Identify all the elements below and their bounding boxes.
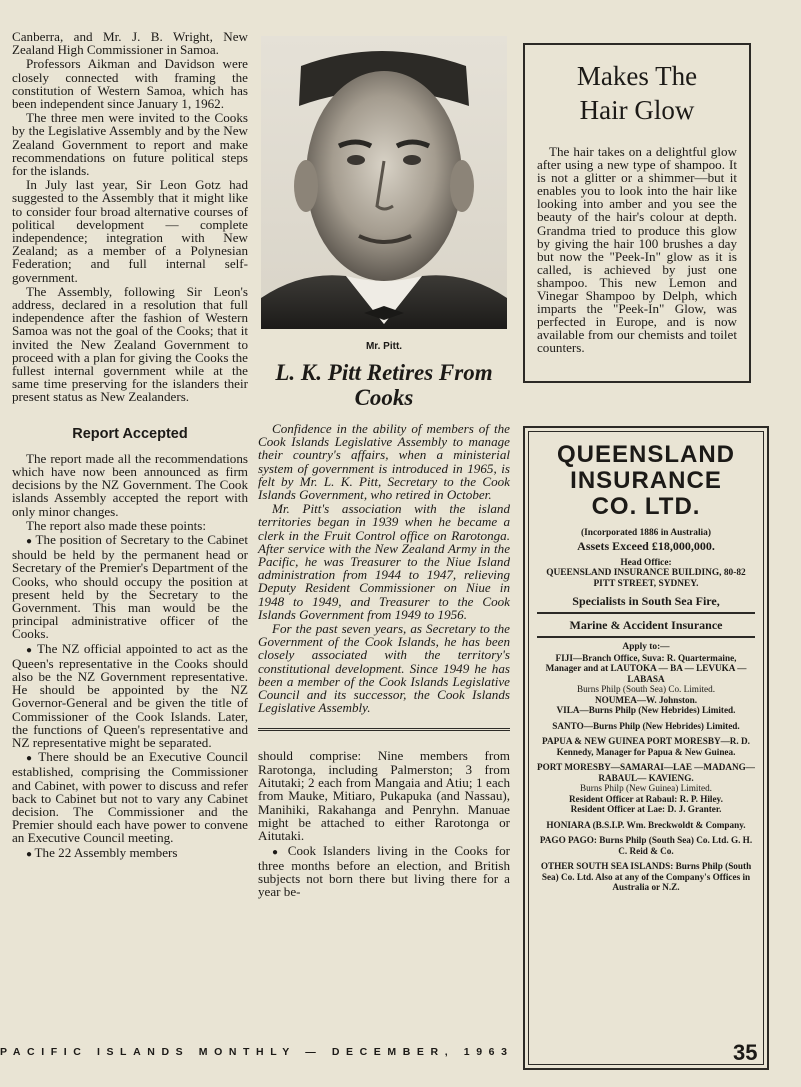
insurance-advertisement [523, 426, 769, 1070]
article-paragraph: The three men were invited to the Cooks by the Legislative Assembly and by the New Zealand Government to report and make recommendations on future political steps for the islands. [12, 110, 248, 179]
hair-glow-title: Makes The Hair Glow [576, 61, 698, 125]
specialists-line: Specialists in South Sea Fire, [572, 594, 720, 609]
portrait-illustration [261, 36, 507, 329]
head-office-label: Head Office: [620, 557, 672, 568]
hair-glow-body: The hair takes on a delightful glow after using a new type of shampoo. It is not a glitter or a shimmer—but it enables you to look into the hair like looking into amber and you see the beauty of the hair's colour at depth. Grandma tried to produce this glow by giving the hair 100 brushes a day but now the "Peek-In" glow as it is called, is achieved by just one shampoo. This new Lemon and Vinegar Shampoo by Delph, which imparts the "Peek-In" Glow, was perfected in Europe, and is now available from our chemists and toilet counters. [537, 144, 737, 356]
story-paragraph: Confidence in the ability of members of the Cook Islands Legislative Assembly to manage their country's affairs, when a ministerial system of government is introduced in 1965, is felt by Mr. L. K. Pitt, Secretary to the Cook Islands Government, who retired in October. [258, 421, 510, 503]
photo-caption: Mr. Pitt. [365, 341, 403, 352]
bullet-point: ● The position of Secretary to the Cabinet should be held by the permanent head or Secretary of the Premier's Department of the Cooks, who should occupy the position at present held by the Secretary to the Government. This man would be the principal administrative officer of the Cooks. [12, 533, 248, 641]
article-paragraph: Professors Aikman and Davidson were closely connected with framing the constitution of Western Samoa, which has been independent since January 1, 1962. [12, 56, 248, 112]
article-paragraph: Canberra, and Mr. J. B. Wright, New Zealand High Commissioner in Samoa. [12, 29, 248, 58]
subheading-report-accepted: Report Accepted [72, 425, 188, 442]
page-footer: PACIFIC ISLANDS MONTHLY — DECEMBER, 1963 [0, 1046, 514, 1058]
agent-entry: Resident Officer at Rabaul: R. P. Hiley. [569, 793, 723, 804]
agent-entry: Resident Officer at Lae: D. J. Granter. [570, 804, 722, 815]
assets-line: Assets Exceed £18,000,000. [577, 538, 715, 553]
hair-glow-box [523, 43, 751, 383]
pitt-story [258, 422, 510, 714]
bullet-point: ● The NZ official appointed to act as the Queen's representative in the Cooks should also be the NZ Government representative. He should be appointed by the NZ Governor-General and be given the title of Commissioner of the Cook Islands. Later, the functions of Queen's representative and NZ representative might be separated. [12, 642, 248, 750]
middle-column [258, 36, 510, 899]
left-column [12, 30, 248, 861]
agent-entry: PAGO PAGO: Burns Philp (South Sea) Co. Ltd. G. H. C. Reid & Co. [539, 835, 753, 856]
portrait-photo [261, 36, 507, 329]
story-paragraph: Mr. Pitt's association with the island territories began in 1939 when he became a clerk in the Fruit Control office on Rarotonga. After service with the New Zealand Army in the Pacific, he was Treasurer to the Niue Island administration from 1944 to 1947, relieving Deputy Resident Commissioner on Niue in 1948 to 1949, and Treasurer to the Cook Islands Government from 1949 to 1956. [258, 501, 510, 622]
agent-entry: FIJI—Branch Office, Suva: R. Quartermaine, Manager and at LAUTOKA — BA — LEVUKA — LABASA [545, 652, 747, 684]
article-paragraph: The report also made these points: [26, 517, 206, 533]
marine-line: Marine & Accident Insurance [569, 618, 723, 633]
section-divider [258, 728, 510, 731]
ad-rule [537, 636, 755, 638]
apply-label: Apply to:— [622, 642, 670, 653]
agent-entry: HONIARA (B.S.I.P. Wm. Breckwoldt & Company. [546, 819, 746, 830]
agent-entry: OTHER SOUTH SEA ISLANDS: Burns Philp (South Sea) Co. Ltd. Also at any of the Company's Offices in Australia or N.Z. [540, 861, 752, 893]
insurance-company-name: QUEENSLAND INSURANCE CO. LTD. [556, 441, 735, 520]
agent-entry: NOUMEA—W. Johnston. [594, 694, 698, 705]
agent-entry: Burns Philp (South Sea) Co. Limited. [576, 684, 716, 695]
bullet-point: ● The 22 Assembly members [12, 846, 248, 861]
agent-entry: Burns Philp (New Guinea) Limited. [580, 783, 712, 794]
bullet-point: ● Cook Islanders living in the Cooks for three months before an election, and British subjects not born there but living there for a year be- [258, 844, 510, 899]
agent-entry: PORT MORESBY—SAMARAI—LAE —MADANG—RABAUL— KAVIENG. [537, 762, 755, 783]
article-paragraph: In July last year, Sir Leon Gotz had suggested to the Assembly that it might like to consider four broad alternative courses of political development — complete independence; integration with New Zealand; as a member of a Polynesian Federation; and full internal self-government. [12, 177, 248, 285]
agent-entry: VILA—Burns Philp (New Hebrides) Limited. [556, 705, 736, 716]
agent-entry: SANTO—Burns Philp (New Hebrides) Limited. [552, 720, 740, 731]
bullet-point: ● There should be an Executive Council established, comprising the Commissioner and Cabinet, with power to discuss and refer back to Cabinet but not to vary any Cabinet decision. The Commissioner and the Premier should each have power to convene an Executive Council meeting. [12, 750, 248, 844]
page-number: 35 [733, 1040, 758, 1065]
ad-rule [537, 612, 755, 614]
article-paragraph: The Assembly, following Sir Leon's address, declared in a resolution that full independence after the fashion of Western Samoa was not the goal of the Cooks; that it invited the New Zealand Government to proceed with a plan for giving the Cooks the fullest internal government while at the same time preserving for the islanders their present status as New Zealanders. [12, 283, 248, 405]
story-headline: L. K. Pitt Retires From Cooks [275, 360, 493, 410]
incorporated-line: (Incorporated 1886 in Australia) [581, 528, 711, 538]
agent-entry: PAPUA & NEW GUINEA PORT MORESBY—R. D. Kennedy, Manager for Papua & New Guinea. [542, 736, 750, 757]
article-paragraph: should comprise: Nine members from Rarotonga, including Palmerston; 3 from Aitutaki; 2 each from Mangaia and Atiu; 1 each from Mauke, Mitiaro, Pukapuka (and Nassau), Manihiki, Rakahanga and Penryhn. Manuae might be attached to either Rarotonga or Aitutaki. [258, 748, 510, 844]
article-paragraph: The report made all the recommendations which have now been announced as firm decisions by the NZ Government. The Cook islands Assembly accepted the report with only minor changes. [12, 450, 248, 519]
continued-text [258, 749, 510, 898]
right-column [523, 43, 779, 893]
head-office-address: QUEENSLAND INSURANCE BUILDING, 80-82 PITT STREET, SYDNEY. [546, 568, 746, 589]
story-paragraph: For the past seven years, as Secretary to the Government of the Cook Islands, he has been closely associated with the territory's constitutional development. Since 1949 he has been a member of the Cook Islands Legislative Council and its successor, the Cook Islands Legislative Assembly. [258, 621, 510, 716]
